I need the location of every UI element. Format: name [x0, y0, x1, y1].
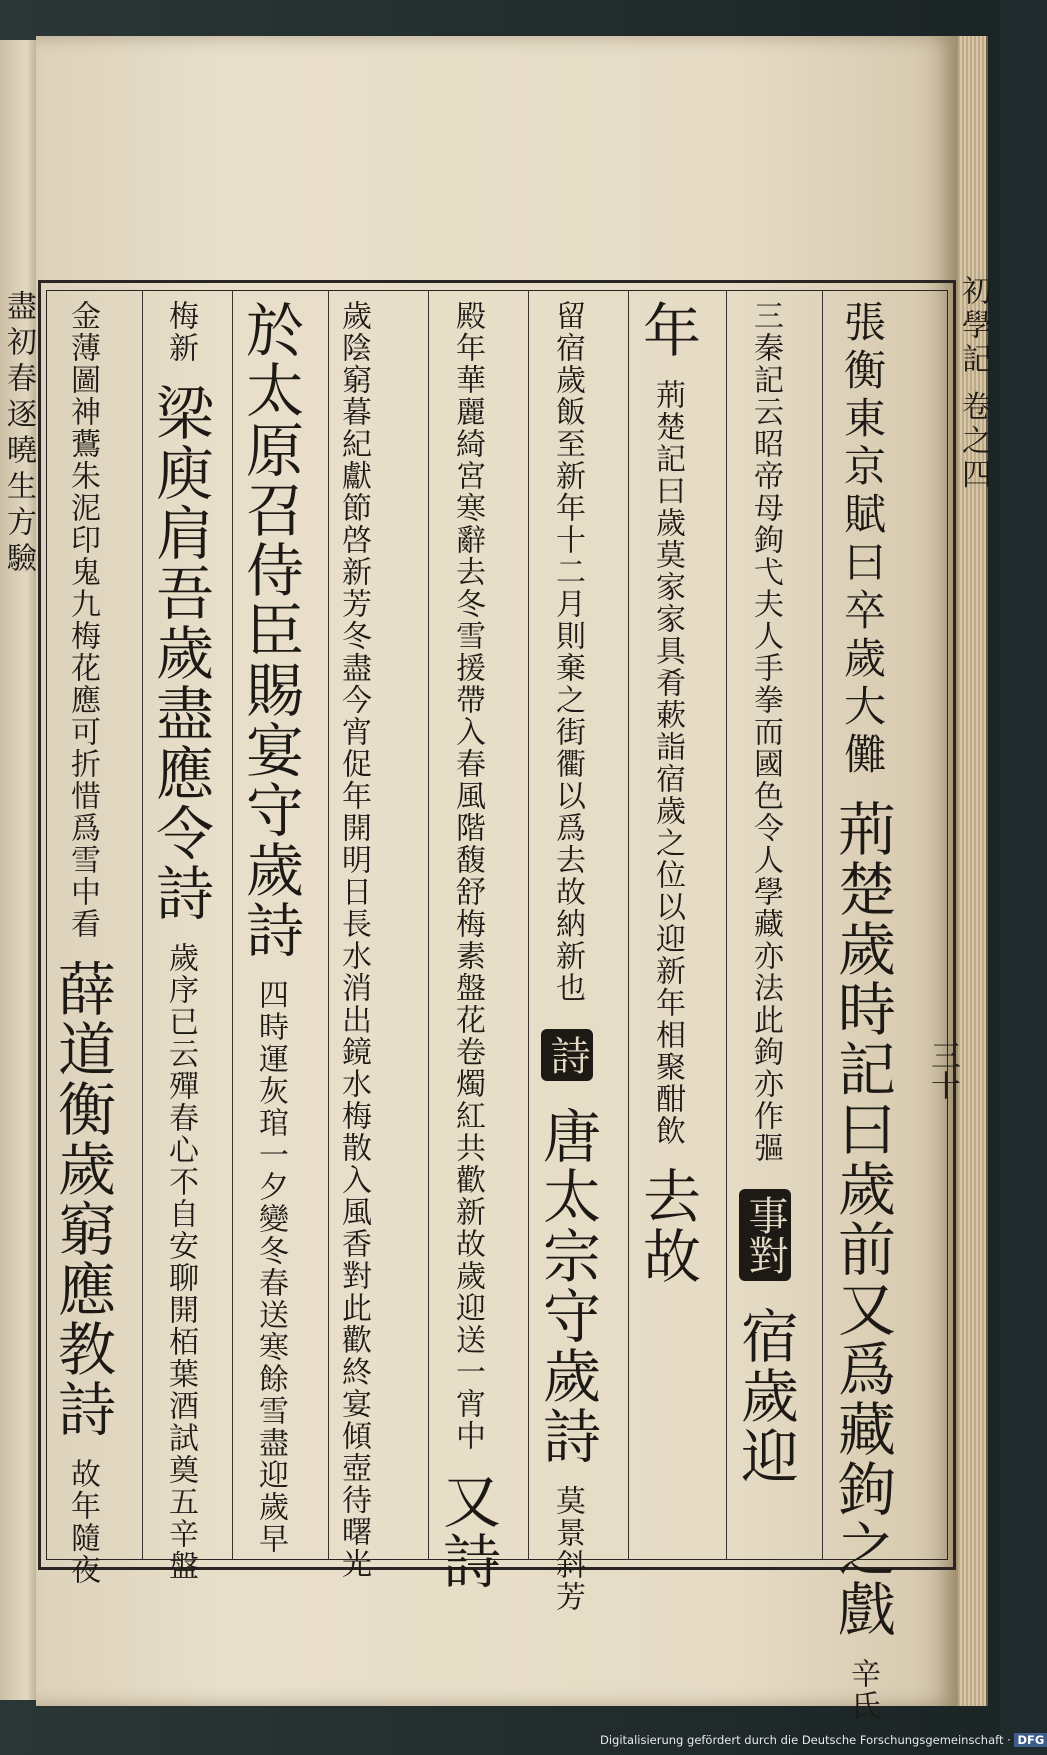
book-title-label [956, 275, 995, 1575]
column-7-tiny: 四時運灰琯一夕變冬春送寒餘雪盡迎歲早 [253, 979, 288, 1555]
left-facing-page [0, 40, 40, 1700]
text-column-3 [633, 300, 701, 1550]
column-rule [428, 290, 429, 1560]
text-column-7 [236, 300, 304, 1555]
text-column-5 [433, 300, 501, 1591]
left-page-text: 盡初春逐曉生方驗 [1, 290, 36, 578]
digitization-footer: Digitalisierung gefördert durch die Deutsche Forschungsgemeinschaft · DFG [600, 1733, 998, 1753]
column-8-small: 梅新 [163, 300, 198, 364]
page-number: 三十 [925, 1040, 960, 1100]
column-3-big: 年 [633, 300, 701, 360]
column-rule [822, 290, 823, 1560]
column-2-seal: 事對 [739, 1189, 791, 1281]
text-column-2 [731, 300, 799, 1550]
column-8-tiny: 歲序已云殫春心不自安聊開栢葉酒試奠五辛盤 [163, 942, 198, 1582]
text-column-6 [336, 300, 371, 1580]
column-rule [726, 290, 727, 1560]
column-5-small: 殿年華麗綺宮寒辭去冬雪援帶入春風階馥舒梅素盤花卷燭紅共歡新故歲迎送一宵中 [450, 300, 485, 1452]
footer-text: Digitalisierung gefördert durch die Deutsche Forschungsgemeinschaft [600, 1733, 1004, 1747]
column-9-tiny: 故年隨夜 [65, 1458, 100, 1586]
dfg-logo: DFG [1014, 1733, 1047, 1747]
column-rule [142, 290, 143, 1560]
column-9-small: 金薄圖神鷰朱泥印鬼九梅花應可折惜爲雪中看 [65, 300, 100, 940]
column-5-big: 又詩 [433, 1471, 501, 1591]
column-3-big-2: 去故 [633, 1166, 701, 1286]
column-rule [232, 290, 233, 1560]
column-rule [628, 290, 629, 1560]
column-4-big: 唐太宗守歲詩 [533, 1106, 601, 1466]
text-column-9 [48, 300, 116, 1586]
column-4-seal: 詩 [541, 1029, 593, 1081]
column-3-small: 荊楚記曰歲莫家家具肴蔌詣宿歲之位以迎新年相聚酣飲 [650, 379, 685, 1147]
text-column-8 [146, 300, 214, 1582]
column-2-small: 三秦記云昭帝母鉤弋夫人手拳而國色令人學藏亦法此鉤亦作彄 [748, 300, 783, 1164]
text-column-4 [533, 300, 601, 1613]
column-4-tiny: 莫景斜芳 [550, 1485, 585, 1613]
column-1-tiny: 辛氏 [845, 1658, 880, 1722]
column-rule [328, 290, 329, 1560]
column-rule [528, 290, 529, 1560]
column-4-small: 留宿歲飯至新年十二月則棄之街衢以爲去故納新也 [550, 300, 585, 1004]
column-2-big: 宿歲迎 [731, 1306, 799, 1486]
column-1-small: 張衡東京賦曰卒歲大儺 [838, 300, 887, 780]
column-9-big: 薛道衡歲窮應教詩 [48, 959, 116, 1439]
column-7-big: 於太原召侍臣賜宴守歲詩 [236, 300, 304, 960]
book-title: 初學記 [956, 275, 991, 377]
volume-label: 卷之四 [956, 390, 991, 493]
column-1-big: 荊楚歲時記曰歲前又爲藏鉤之戲 [828, 799, 896, 1639]
text-column-1 [828, 300, 896, 1722]
column-6-small: 歲陰窮暮紀獻節啓新芳冬盡今宵促年開明日長水消出鏡水梅散入風香對此歡終宴傾壺待曙光 [336, 300, 371, 1580]
column-8-big: 梁庾肩吾歲盡應令詩 [146, 383, 214, 923]
